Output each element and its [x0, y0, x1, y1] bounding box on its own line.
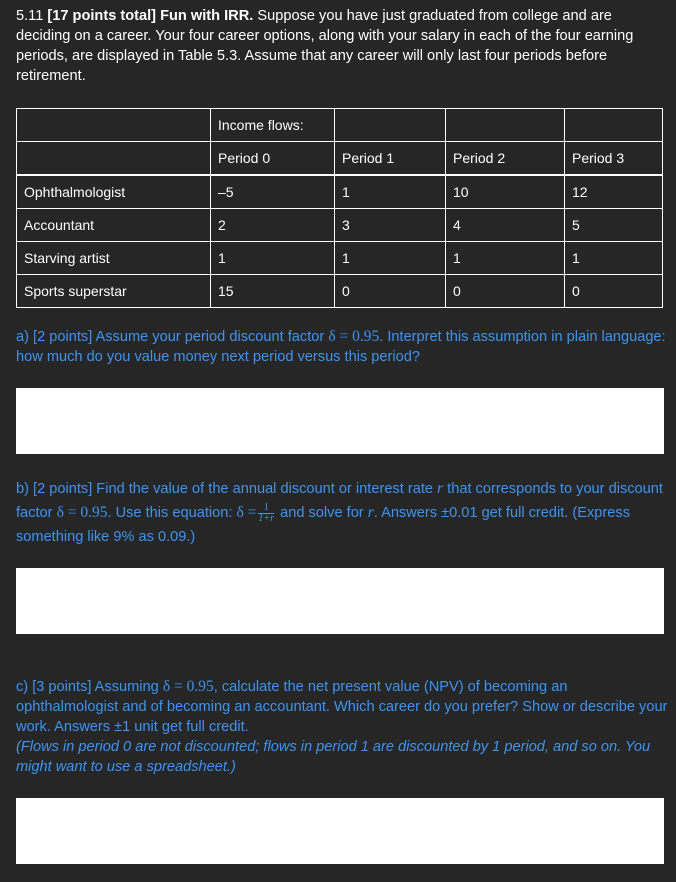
table-cell: 1: [335, 242, 446, 275]
question-b-text: . Answers ±0.01 get full credit. (Express something like 9% as 0.09.): [16, 505, 630, 545]
question-c-text: c) [3 points] Assuming: [16, 679, 159, 695]
table-cell: 10: [446, 175, 565, 209]
table-cell: [565, 109, 663, 142]
math-expression: δ = 0.95: [162, 678, 214, 695]
table-cell: [335, 109, 446, 142]
math-expression: δ =: [236, 504, 257, 521]
table-cell: 1: [335, 175, 446, 209]
table-cell: 15: [211, 275, 335, 308]
table-cell: –5: [211, 175, 335, 209]
table-cell: [446, 109, 565, 142]
table-cell: 5: [565, 209, 663, 242]
table-cell: 0: [565, 275, 663, 308]
table-cell: [17, 109, 211, 142]
table-cell: 1: [446, 242, 565, 275]
table-header-cell: Income flows:: [211, 109, 335, 142]
table-cell: 12: [565, 175, 663, 209]
question-b-text: that corresponds to your discount factor: [16, 481, 663, 521]
table-header-cell: Period 3: [565, 142, 663, 176]
question-b-text: . Use this equation:: [107, 505, 233, 521]
table-cell: 0: [446, 275, 565, 308]
table-row: [17, 242, 663, 275]
question-b-text: b) [2 points] Find the value of the annual discount or interest rate: [16, 481, 433, 497]
question-a: [16, 327, 668, 367]
answer-input-c[interactable]: [16, 798, 664, 864]
row-label: Sports superstar: [17, 275, 211, 308]
question-c-text: , calculate the net present value (NPV) of becoming an ophthalmologist and of becoming an accountant. Which career do you prefer? Show or describe your work. Answers ±1 unit get full credit.: [16, 679, 668, 735]
table-header-row: [17, 142, 663, 176]
table-row: [17, 209, 663, 242]
question-c: [16, 677, 668, 777]
table-cell: 4: [446, 209, 565, 242]
question-b-text: and solve for: [280, 505, 364, 521]
question-b: [16, 477, 668, 549]
row-label: Starving artist: [17, 242, 211, 275]
math-expression: δ = 0.95: [56, 504, 108, 521]
table-row: [17, 275, 663, 308]
answer-input-b[interactable]: [16, 568, 664, 634]
table-cell: 1: [211, 242, 335, 275]
question-a-text: a) [2 points] Assume your period discount factor: [16, 329, 325, 345]
math-variable: r: [367, 504, 374, 521]
answer-input-a[interactable]: [16, 388, 664, 454]
table-row: [17, 175, 663, 209]
math-variable: r: [437, 480, 444, 497]
row-label: Ophthalmologist: [17, 175, 211, 209]
problem-number: 5.11: [16, 8, 44, 24]
table-cell: [17, 142, 211, 176]
table-cell: 0: [335, 275, 446, 308]
math-expression: δ = 0.95: [328, 328, 380, 345]
table-header-cell: Period 0: [211, 142, 335, 176]
question-a-text: . Interpret this assumption in plain language: how much do you value money next period versus this period?: [16, 329, 666, 365]
fraction-numerator: 1: [258, 503, 274, 514]
table-header-row: [17, 109, 663, 142]
table-cell: 1: [565, 242, 663, 275]
problem-statement: [16, 6, 668, 86]
question-c-note: (Flows in period 0 are not discounted; flows in period 1 are discounted by 1 period, and so on. You might want to use a spreadsheet.): [16, 739, 651, 775]
problem-title: [17 points total] Fun with IRR.: [47, 8, 254, 24]
problem-text: Suppose you have just graduated from college and are deciding on a career. Your four career options, along with your salary in each of the four earning periods, are displayed in Table 5.3. Assume that any career will only last four periods before retirement.: [16, 8, 634, 84]
fraction-denominator: 1+r: [258, 512, 275, 524]
table-header-cell: Period 1: [335, 142, 446, 176]
table-cell: 2: [211, 209, 335, 242]
fraction: [258, 503, 274, 524]
table-header-cell: Period 2: [446, 142, 565, 176]
table-cell: 3: [335, 209, 446, 242]
income-flows-table: [16, 108, 663, 308]
row-label: Accountant: [17, 209, 211, 242]
